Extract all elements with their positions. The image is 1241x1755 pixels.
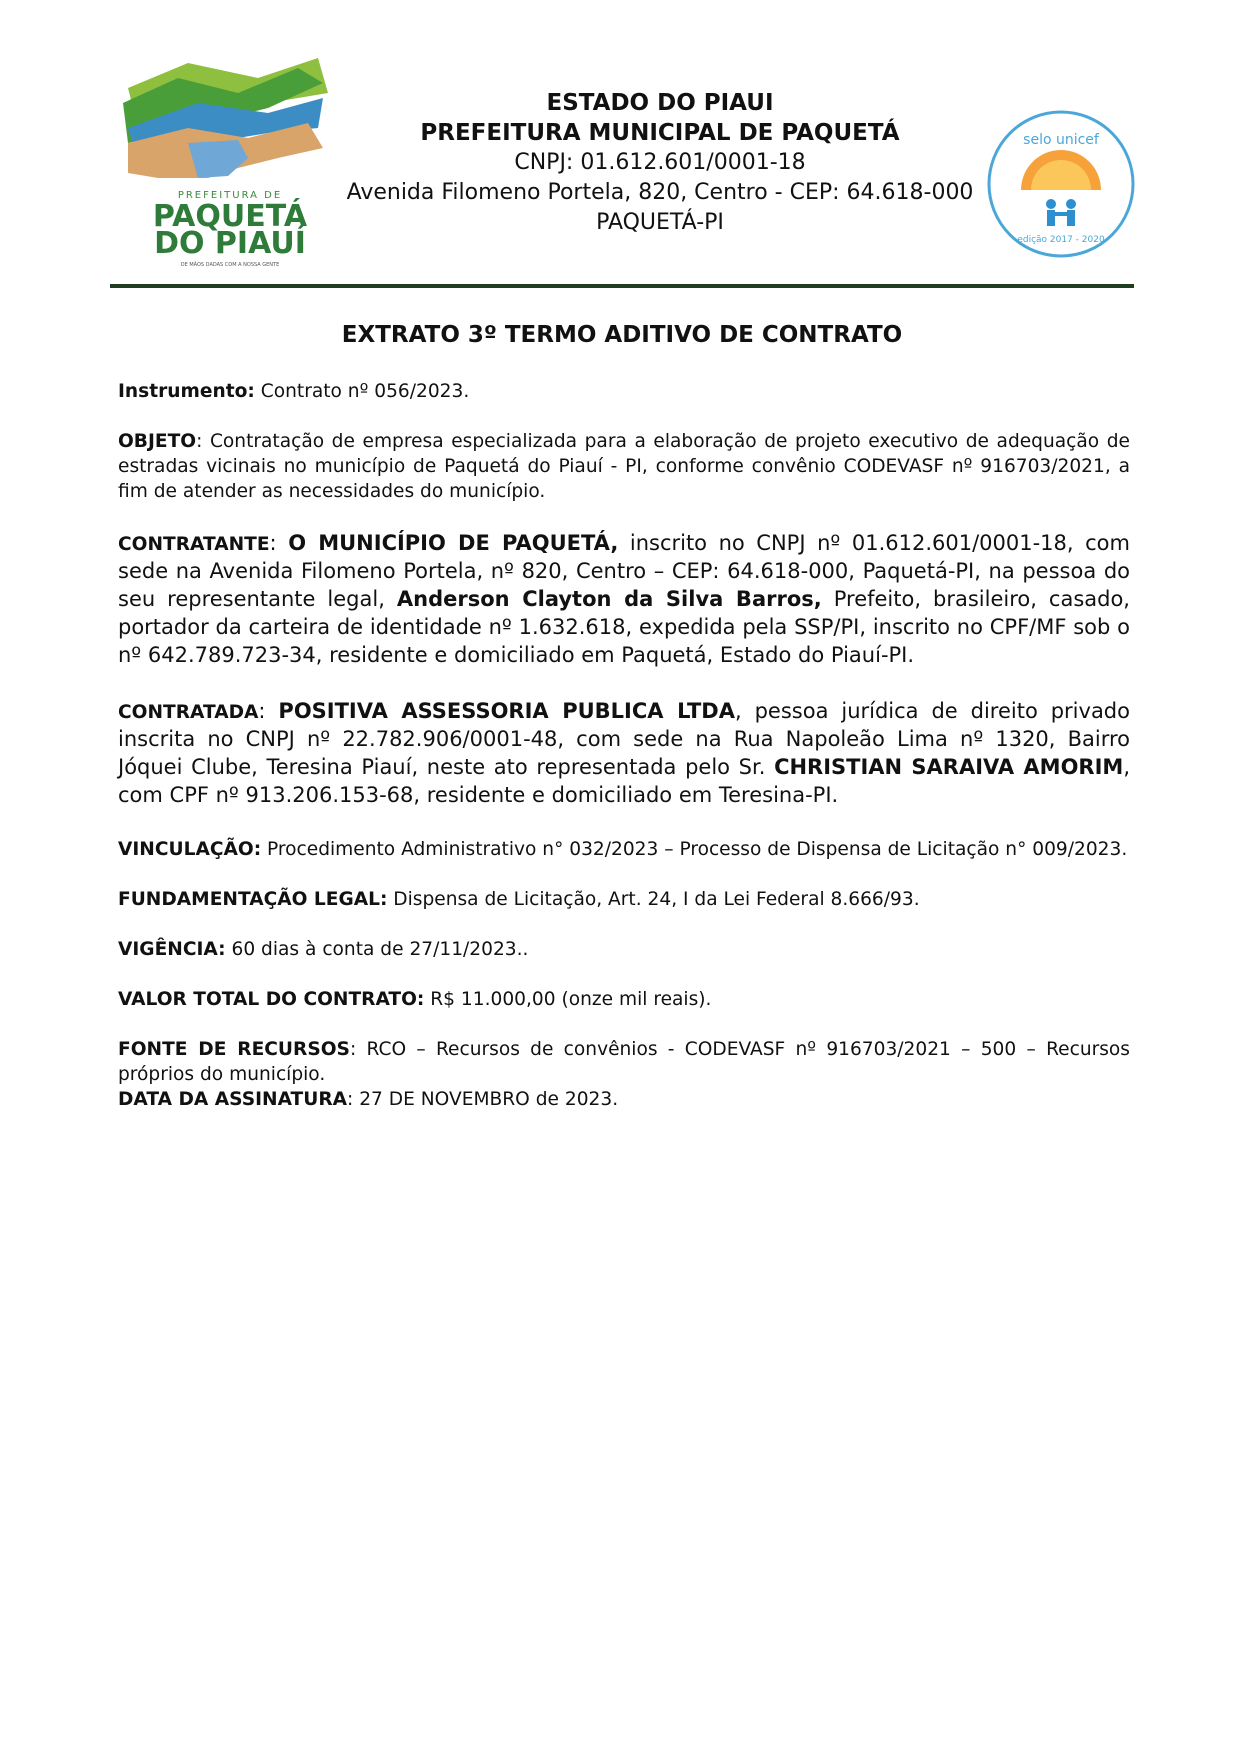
- contratante-text1: inscrito no CNPJ nº 01.612.601/0001-18, com sede na Avenida Filomeno Portela, nº 820, Centro – CEP: 64.618-000, Paquetá-PI, na pessoa do seu representante legal,: [118, 531, 1130, 611]
- logo-text-top: PREFEITURA DE: [177, 190, 283, 201]
- valor-paragraph: [118, 987, 1130, 1012]
- city-line: PAQUETÁ-PI: [596, 210, 724, 235]
- instrumento-paragraph: [118, 379, 1130, 404]
- contratada-name: POSITIVA ASSESSORIA PUBLICA LTDA: [278, 699, 735, 723]
- data-assinatura-text: : 27 DE NOVEMBRO de 2023.: [347, 1089, 619, 1110]
- contratante-label: CONTRATANTE: [118, 534, 270, 555]
- objeto-label: OBJETO: [118, 431, 197, 452]
- contratada-sep: :: [258, 699, 279, 723]
- selo-text-top: selo unicef: [1023, 132, 1099, 148]
- contratada-paragraph: [118, 697, 1130, 809]
- fonte-paragraph: [118, 1037, 1130, 1087]
- vigencia-text: 60 dias à conta de 27/11/2023..: [225, 939, 529, 960]
- address-line: Avenida Filomeno Portela, 820, Centro - CEP: 64.618-000: [346, 180, 974, 205]
- selo-text-bottom: edição 2017 - 2020: [1017, 235, 1105, 245]
- contratante-sep: :: [269, 531, 289, 555]
- header-divider: [110, 284, 1134, 288]
- contratante-text2: Prefeito, brasileiro, casado, portador da carteira de identidade nº 1.632.618, expedida pela SSP/PI, inscrito no CPF/MF sob o nº 642.789.723-34, residente e domiciliado em Paquetá, Estado do Piauí-PI.: [118, 587, 1130, 667]
- vinculacao-paragraph: [118, 837, 1130, 862]
- vinculacao-text: Procedimento Administrativo n° 032/2023 – Processo de Dispensa de Licitação n° 009/2023.: [261, 839, 1128, 860]
- instrumento-text: Contrato nº 056/2023.: [254, 381, 470, 402]
- prefeitura-paqueta-logo-icon: [118, 48, 343, 273]
- data-assinatura-label: DATA DA ASSINATURA: [118, 1089, 348, 1110]
- fonte-label: FONTE DE RECURSOS: [118, 1039, 350, 1060]
- cnpj-line: CNPJ: 01.612.601/0001-18: [514, 150, 806, 175]
- contratada-text2: , com CPF nº 913.206.153-68, residente e domiciliado em Teresina-PI.: [118, 755, 1130, 807]
- instrumento-label: Instrumento:: [118, 381, 255, 402]
- logo-text-line1: PAQUETÁ: [152, 199, 308, 234]
- fundamentacao-paragraph: [118, 887, 1130, 912]
- fundamentacao-label: FUNDAMENTAÇÃO LEGAL:: [118, 889, 388, 910]
- selo-unicef-icon: [985, 108, 1137, 260]
- valor-label: VALOR TOTAL DO CONTRATO:: [118, 989, 425, 1010]
- contratada-text1: , pessoa jurídica de direito privado inscrita no CNPJ nº 22.782.906/0001-48, com sede na Rua Napoleão Lima nº 1320, Bairro Jóquei Clube, Teresina Piauí, neste ato representada pelo Sr.: [118, 699, 1130, 779]
- valor-text: R$ 11.000,00 (onze mil reais).: [424, 989, 712, 1010]
- fonte-text: : RCO – Recursos de convênios - CODEVASF nº 916703/2021 – 500 – Recursos próprios do município.: [118, 1039, 1130, 1085]
- letterhead: [340, 88, 980, 238]
- vigencia-label: VIGÊNCIA:: [118, 939, 226, 960]
- objeto-paragraph: [118, 429, 1130, 504]
- logo-tagline: DE MÃOS DADAS COM A NOSSA GENTE: [180, 262, 280, 268]
- vinculacao-label: VINCULAÇÃO:: [118, 839, 262, 860]
- vigencia-paragraph: [118, 937, 1130, 962]
- logo-text-line2: DO PIAUÍ: [154, 226, 306, 261]
- state-name: ESTADO DO PIAUI: [546, 90, 774, 116]
- contratante-paragraph: [118, 529, 1130, 669]
- contratada-representative: CHRISTIAN SARAIVA AMORIM: [774, 755, 1124, 779]
- contratada-label: CONTRATADA: [118, 702, 259, 723]
- objeto-text: : Contratação de empresa especializada para a elaboração de projeto executivo de adequação de estradas vicinais no município de Paquetá do Piauí - PI, conforme convênio CODEVASF nº 916703/2021, a fim de atender as necessidades do município.: [118, 431, 1130, 502]
- contratante-name: O MUNICÍPIO DE PAQUETÁ,: [288, 531, 619, 555]
- document-title: EXTRATO 3º TERMO ADITIVO DE CONTRATO: [341, 322, 903, 348]
- data-assinatura-paragraph: [118, 1087, 1130, 1112]
- contratante-representative: Anderson Clayton da Silva Barros,: [396, 587, 822, 611]
- document-body: [118, 379, 1130, 1112]
- fundamentacao-text: Dispensa de Licitação, Art. 24, I da Lei Federal 8.666/93.: [387, 889, 920, 910]
- prefeitura-name: PREFEITURA MUNICIPAL DE PAQUETÁ: [420, 120, 900, 146]
